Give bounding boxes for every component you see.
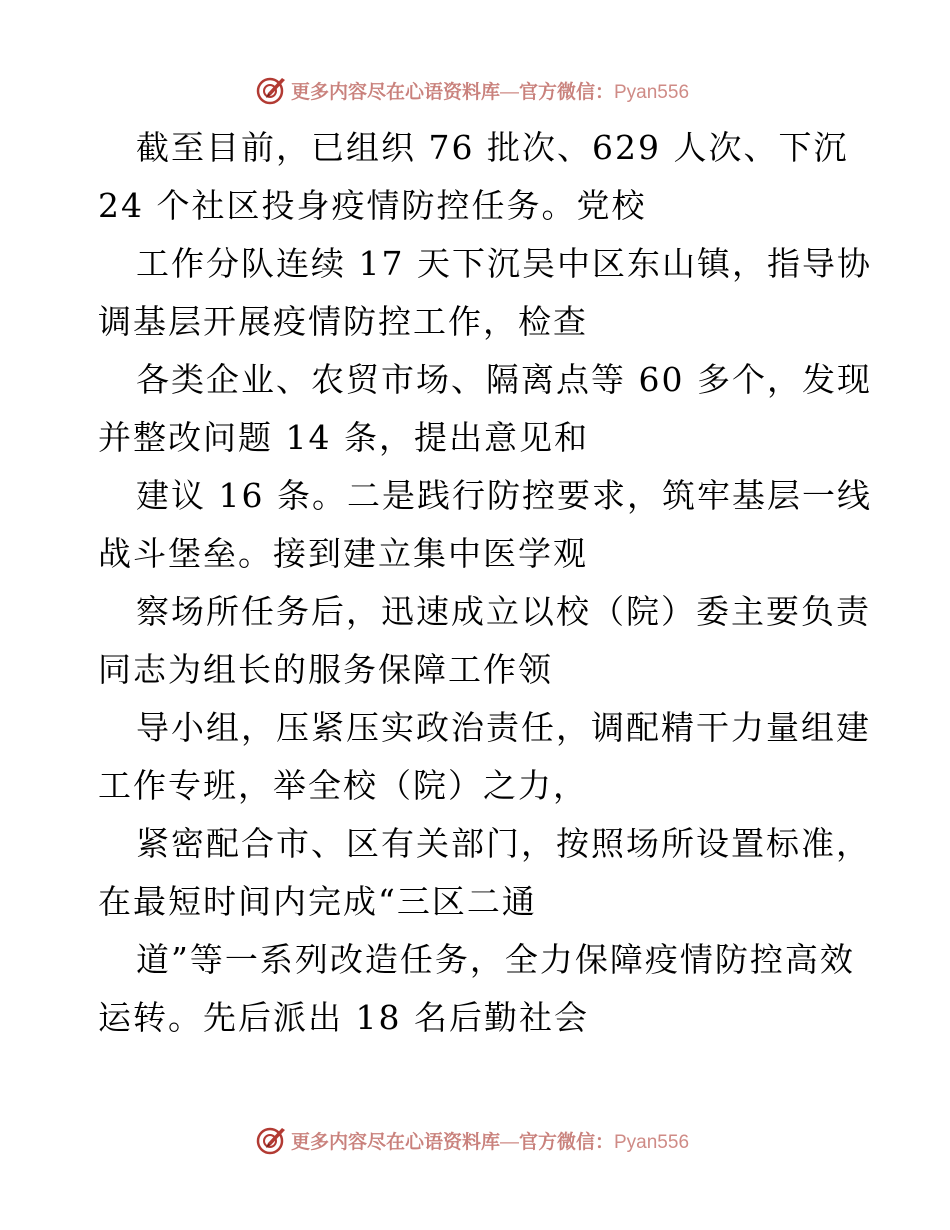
text-line: 紧密配合市、区有关部门，按照场所设置标准， <box>136 824 871 863</box>
text-line: 运转。先后派出 18 名后勤社会 <box>98 998 589 1037</box>
text-line: 截至目前，已组织 76 批次、629 人次、下沉 <box>136 128 849 167</box>
text-line: 战斗堡垒。接到建立集中医学观 <box>98 534 588 573</box>
text-line: 工作分队连续 17 天下沉吴中区东山镇，指导协 <box>136 244 872 283</box>
text-line: 各类企业、农贸市场、隔离点等 60 多个，发现 <box>136 360 872 399</box>
text-line: 在最短时间内完成“三区二通 <box>98 882 537 921</box>
text-line: 察场所任务后，迅速成立以校（院）委主要负责 <box>136 592 871 631</box>
text-line: 工作专班，举全校（院）之力， <box>98 766 588 805</box>
text-line: 并整改问题 14 条，提出意见和 <box>98 418 589 457</box>
text-line: 道”等一系列改造任务，全力保障疫情防控高效 <box>136 940 855 979</box>
footer-watermark <box>0 1120 950 1160</box>
pen-logo-icon <box>255 74 287 106</box>
pen-logo-icon <box>255 1124 287 1156</box>
watermark-text: 更多内容尽在心语资料库—官方微信：Pyan556 <box>290 80 690 103</box>
text-line: 调基层开展疫情防控工作，检查 <box>98 302 588 341</box>
watermark-text: 更多内容尽在心语资料库—官方微信：Pyan556 <box>290 1130 690 1153</box>
text-line: 建议 16 条。二是践行防控要求，筑牢基层一线 <box>136 476 872 515</box>
text-line: 同志为组长的服务保障工作领 <box>98 650 553 689</box>
text-line: 导小组，压紧压实政治责任，调配精干力量组建 <box>136 708 871 747</box>
header-watermark <box>0 70 950 110</box>
text-line: 24 个社区投身疫情防控任务。党校 <box>98 186 647 225</box>
